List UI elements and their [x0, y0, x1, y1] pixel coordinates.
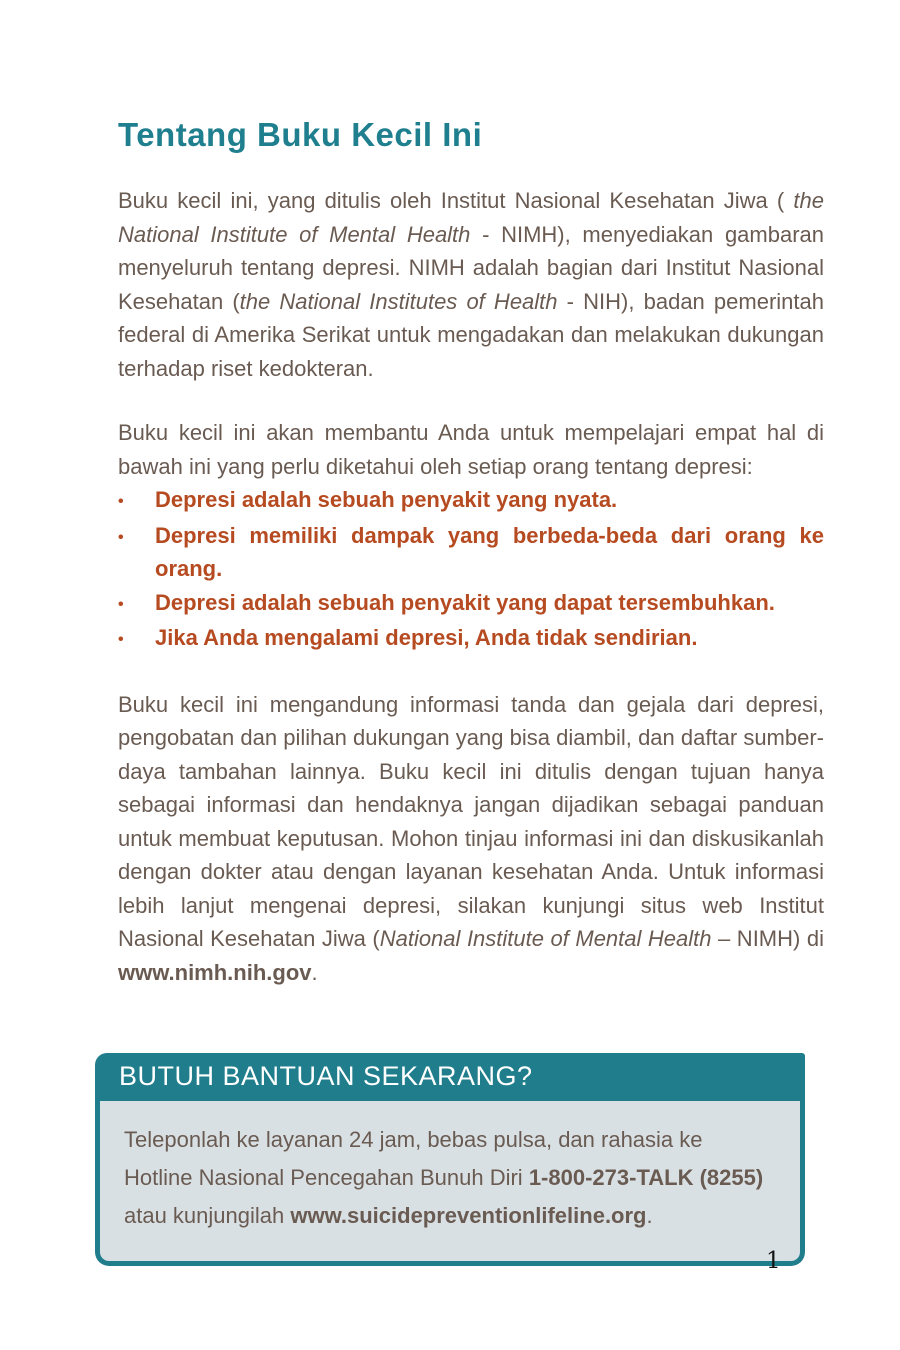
callout-text: Teleponlah ke layanan 24 jam, bebas pulsa, dan rahasia ke Hotline Nasional Pencegahan Bunuh Diri: [124, 1127, 703, 1190]
hotline-phone-number: 1-800-273-TALK (8255): [528, 1165, 764, 1190]
list-item: [118, 519, 824, 586]
bullet-icon: •: [118, 631, 124, 648]
callout-header: BUTUH BANTUAN SEKARANG?: [95, 1053, 805, 1101]
list-item: [118, 483, 824, 519]
paragraph-disclaimer: [118, 688, 824, 990]
paragraph-list-intro: Buku kecil ini akan membantu Anda untuk mempelajari empat hal di bawah ini yang perlu diketahui oleh setiap orang tentang depresi:: [118, 420, 824, 479]
list-item-text: Jika Anda mengalami depresi, Anda tidak sendirian.: [155, 625, 698, 650]
help-callout-box: [95, 1053, 805, 1266]
paragraph-text: - NIH), badan pemerintah federal di Amerika Serikat untuk mengadakan dan melakukan dukungan terhadap riset kedokteran.: [118, 288, 824, 381]
bullet-icon: •: [118, 528, 124, 546]
paragraph-text: - NIMH), menyediakan gambaran menyeluruh tentang depresi. NIMH adalah bagian dari Institut Nasional Kesehatan (: [118, 221, 825, 314]
list-item-text: Depresi adalah sebuah penyakit yang nyata.: [155, 487, 618, 512]
list-item: [118, 586, 824, 622]
page-title: Tentang Buku Kecil Ini: [118, 116, 483, 153]
paragraph-about-booklet: [118, 184, 824, 385]
list-item-text: Depresi adalah sebuah penyakit yang dapat tersembuhkan.: [155, 589, 775, 615]
paragraph-text: Buku kecil ini, yang ditulis oleh Institut Nasional Kesehatan Jiwa (: [118, 188, 794, 213]
paragraph-italic-text: the National Institute of Mental Health: [118, 188, 824, 247]
callout-body: [95, 1101, 805, 1266]
key-points-list: [118, 483, 824, 657]
page-content: [118, 116, 824, 1020]
bullet-icon: •: [118, 595, 124, 613]
bullet-icon: •: [118, 493, 124, 510]
callout-text: atau kunjungilah: [124, 1203, 291, 1228]
nimh-website-url: www.nimh.nih.gov: [118, 959, 312, 985]
list-item-text: Depresi memiliki dampak yang berbeda-beda dari orang ke orang.: [155, 522, 824, 581]
paragraph-text: Buku kecil ini mengandung informasi tanda dan gejala dari depresi, pengobatan dan pilihan dukungan yang bisa diambil, dan daftar sumber-daya tambahan lainnya. Buku kecil ini ditulis dengan tujuan hanya sebagai informasi dan hendaknya jangan dijadikan sebagai panduan untuk membuat keputusan. Mohon tinjau informasi ini dan diskusikanlah dengan dokter atau dengan layanan kesehatan Anda. Untuk informasi lebih lanjut mengenai depresi, silakan kunjungi situs web Institut Nasional Kesehatan Jiwa (: [118, 691, 824, 951]
page-number: 1: [766, 1248, 781, 1274]
paragraph-italic-text: the National Institutes of Health: [239, 288, 558, 314]
paragraph-text: – NIMH) di: [711, 926, 824, 951]
lifeline-website-url: www.suicidepreventionlifeline.org: [290, 1203, 647, 1228]
paragraph-italic-text: National Institute of Mental Health: [379, 926, 712, 951]
callout-text: .: [646, 1203, 653, 1228]
paragraph-text: .: [311, 959, 318, 985]
list-item: [118, 621, 824, 657]
